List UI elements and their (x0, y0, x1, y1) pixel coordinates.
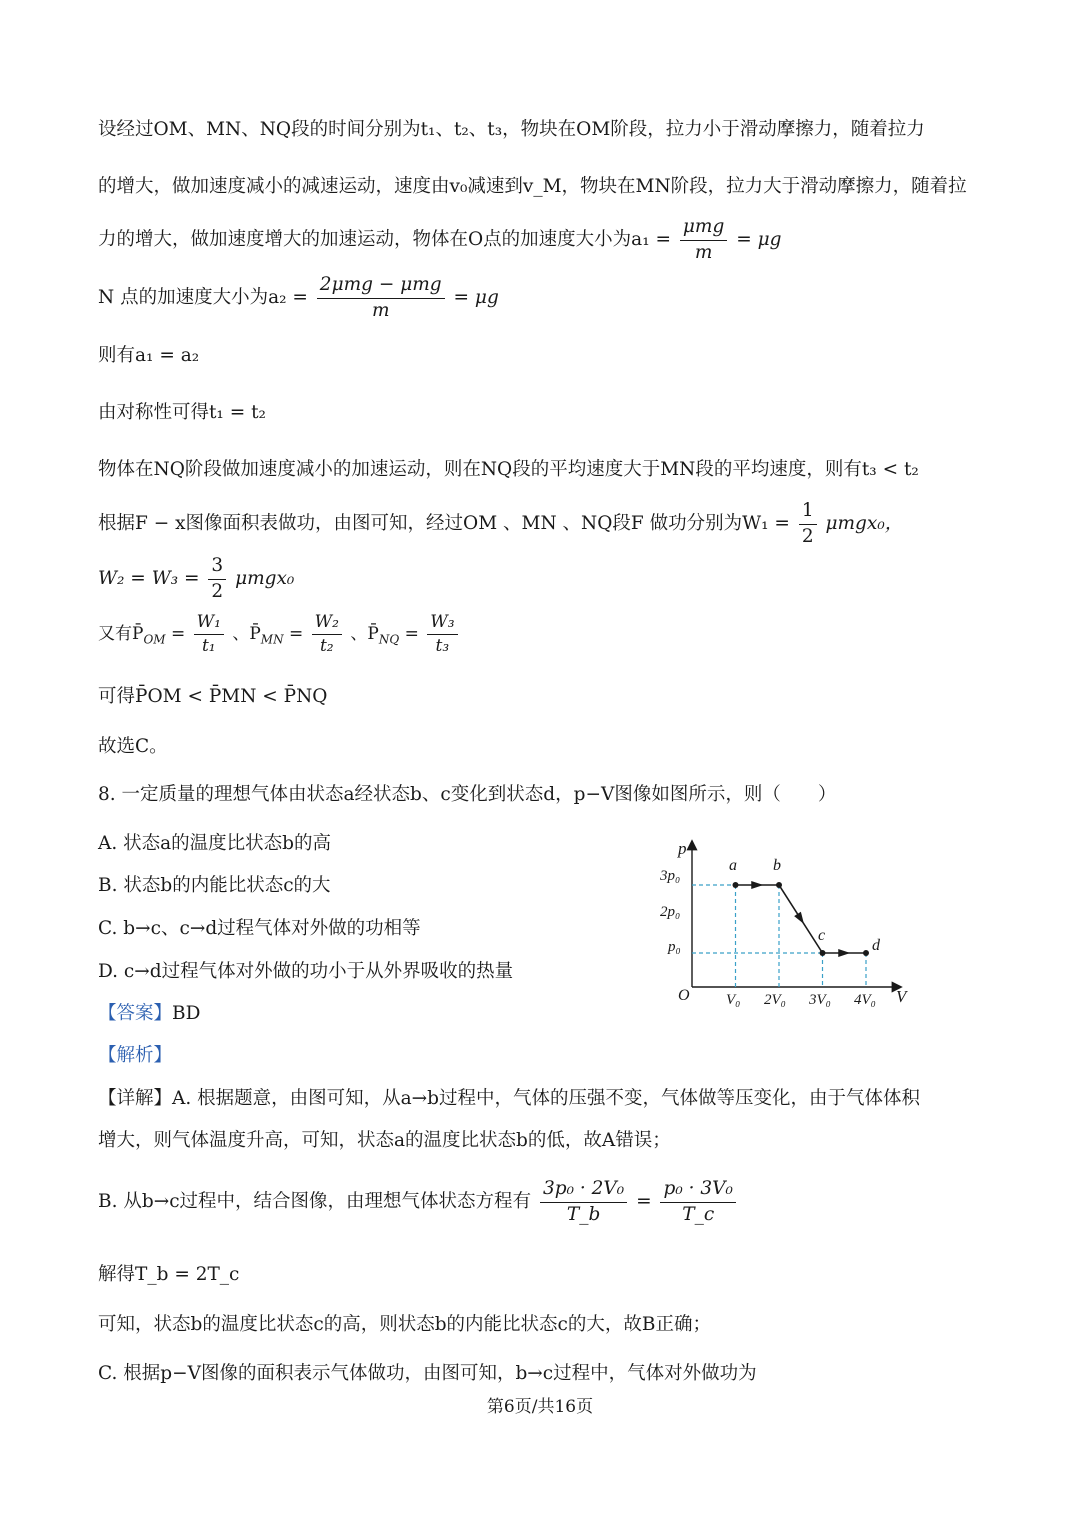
page-footer: 第6页/共16页 (486, 1397, 594, 1417)
text-line: 则有a₁ = a₂ (98, 345, 200, 366)
text-span: μmgx₀ (235, 568, 295, 589)
x-tick-label: 2V₀ (764, 992, 786, 1008)
equation-line (98, 218, 781, 262)
y-tick-label: p₀ (668, 939, 681, 955)
text-line: 由对称性可得t₁ = t₂ (98, 402, 266, 423)
denominator: 2 (801, 525, 814, 547)
subscript: NQ (378, 632, 400, 647)
equation-line (98, 1180, 739, 1224)
text-line: 故选C。 (98, 736, 168, 757)
process-path (733, 881, 870, 957)
answer-value: BD (172, 1003, 201, 1024)
state-point (733, 882, 739, 888)
denominator: T_c (682, 1203, 715, 1225)
x-tick-label: 3V₀ (809, 992, 831, 1008)
option-c: C. b→c、c→d过程气体对外做的功相等 (98, 918, 421, 939)
numerator: 1 (799, 502, 817, 525)
question-stem: 8. 一定质量的理想气体由状态a经状态b、c变化到状态d，p−V图像如图所示，则（ ） (98, 784, 837, 805)
text-span: 、P̄ (350, 624, 379, 644)
text-span: μmgx₀， (825, 513, 904, 534)
fraction (312, 614, 342, 655)
fraction (799, 502, 817, 546)
subscript: MN (260, 632, 284, 647)
analysis-label: 【解析】 (98, 1045, 173, 1066)
point-label-d: d (872, 937, 880, 954)
numerator: p₀ · 3V₀ (660, 1180, 735, 1203)
equation-line (98, 557, 294, 601)
denominator: 2 (211, 580, 224, 602)
direction-arrow (751, 881, 763, 889)
text-span: 根据F − x图像面积表做功，由图可知，经过OM 、MN 、NQ段F 做功分别为W₁ = (98, 513, 790, 534)
point-label-a: a (729, 857, 737, 874)
fraction (680, 218, 727, 262)
numerator: 3p₀ · 2V₀ (540, 1180, 627, 1203)
analysis-tag (98, 1043, 172, 1069)
denominator: t₃ (435, 636, 450, 656)
equation-line (98, 614, 461, 655)
pv-graph (650, 832, 920, 1022)
text-line: 解得T_b = 2T_c (98, 1264, 240, 1285)
text-span: = (636, 1191, 652, 1212)
option-d: D. c→d过程气体对外做的功小于从外界吸收的热量 (98, 961, 514, 982)
x-tick-label: V₀ (726, 992, 741, 1008)
y-tick-label: 3p₀ (660, 868, 681, 884)
state-point (776, 882, 782, 888)
state-point (863, 950, 869, 956)
text-span: B. 从b→c过程中，结合图像，由理想气体状态方程有 (98, 1191, 532, 1212)
text-line: 可知，状态b的温度比状态c的高，则状态b的内能比状态c的大，故B正确； (98, 1314, 712, 1335)
numerator: μmg (680, 218, 727, 241)
text-line: 【详解】A. 根据题意，由图可知，从a→b过程中，气体的压强不变，气体做等压变化，由于气体体积 (98, 1088, 920, 1109)
direction-arrow (838, 949, 850, 957)
text-span: = (404, 624, 419, 644)
text-span: = (170, 624, 186, 644)
y-axis-label: p (678, 839, 687, 858)
state-point (820, 950, 826, 956)
text-span: 、P̄ (232, 624, 261, 644)
text-span: W₂ = W₃ = (98, 568, 200, 589)
denominator: T_b (566, 1203, 601, 1225)
text-span: N 点的加速度大小为a₂ = (98, 287, 308, 308)
numerator: W₂ (312, 614, 342, 635)
x-tick-label: 4V₀ (854, 992, 876, 1008)
fraction (427, 614, 457, 655)
option-a: A. 状态a的温度比状态b的高 (98, 833, 331, 854)
point-label-b: b (773, 857, 781, 874)
text-span: 又有P̄ (98, 624, 144, 644)
text-line: 增大，则气体温度升高，可知，状态a的温度比状态b的低，故A错误； (98, 1130, 671, 1151)
y-tick-label: 2p₀ (660, 904, 681, 920)
numerator: 2μmg − μmg (317, 276, 445, 299)
guide-lines (692, 885, 866, 987)
text-line: 可得P̄OM < P̄MN < P̄NQ (98, 686, 328, 707)
denominator: t₁ (201, 636, 216, 656)
fraction (540, 1180, 627, 1224)
text-line: 物体在NQ阶段做加速度减小的加速运动，则在NQ段的平均速度大于MN段的平均速度，则有t₃ < t₂ (98, 459, 919, 480)
text-span: = (289, 624, 304, 644)
text-line: 的增大，做加速度减小的减速运动，速度由v₀减速到v_M，物块在MN阶段，拉力大于滑动摩擦力，随着拉 (98, 176, 967, 197)
fraction (660, 1180, 735, 1224)
denominator: m (371, 299, 390, 321)
fraction (194, 614, 224, 655)
numerator: 3 (208, 557, 226, 580)
text-span: 力的增大，做加速度增大的加速运动，物体在O点的加速度大小为a₁ = (98, 229, 671, 250)
numerator: W₁ (194, 614, 224, 635)
denominator: m (694, 241, 713, 263)
text-span: = μg (453, 287, 499, 308)
answer-line (98, 1001, 200, 1027)
origin-label: O (678, 987, 690, 1004)
denominator: t₂ (319, 636, 334, 656)
text-line: C. 根据p−V图像的面积表示气体做功，由图可知，b→c过程中，气体对外做功为 (98, 1363, 757, 1384)
subscript: OM (143, 632, 166, 647)
text-line: 设经过OM、MN、NQ段的时间分别为t₁、t₂、t₃，物块在OM阶段，拉力小于滑动摩擦力，随着拉力 (98, 119, 925, 140)
fraction (317, 276, 445, 320)
answer-tag: 【答案】 (98, 1003, 173, 1024)
text-span: = μg (736, 229, 782, 250)
x-axis-label: V (896, 987, 907, 1006)
option-b: B. 状态b的内能比状态c的大 (98, 875, 331, 896)
equation-line (98, 276, 499, 320)
numerator: W₃ (427, 614, 457, 635)
direction-arrow (794, 912, 804, 924)
equation-line (98, 502, 903, 546)
fraction (208, 557, 226, 601)
point-label-c: c (818, 927, 826, 944)
